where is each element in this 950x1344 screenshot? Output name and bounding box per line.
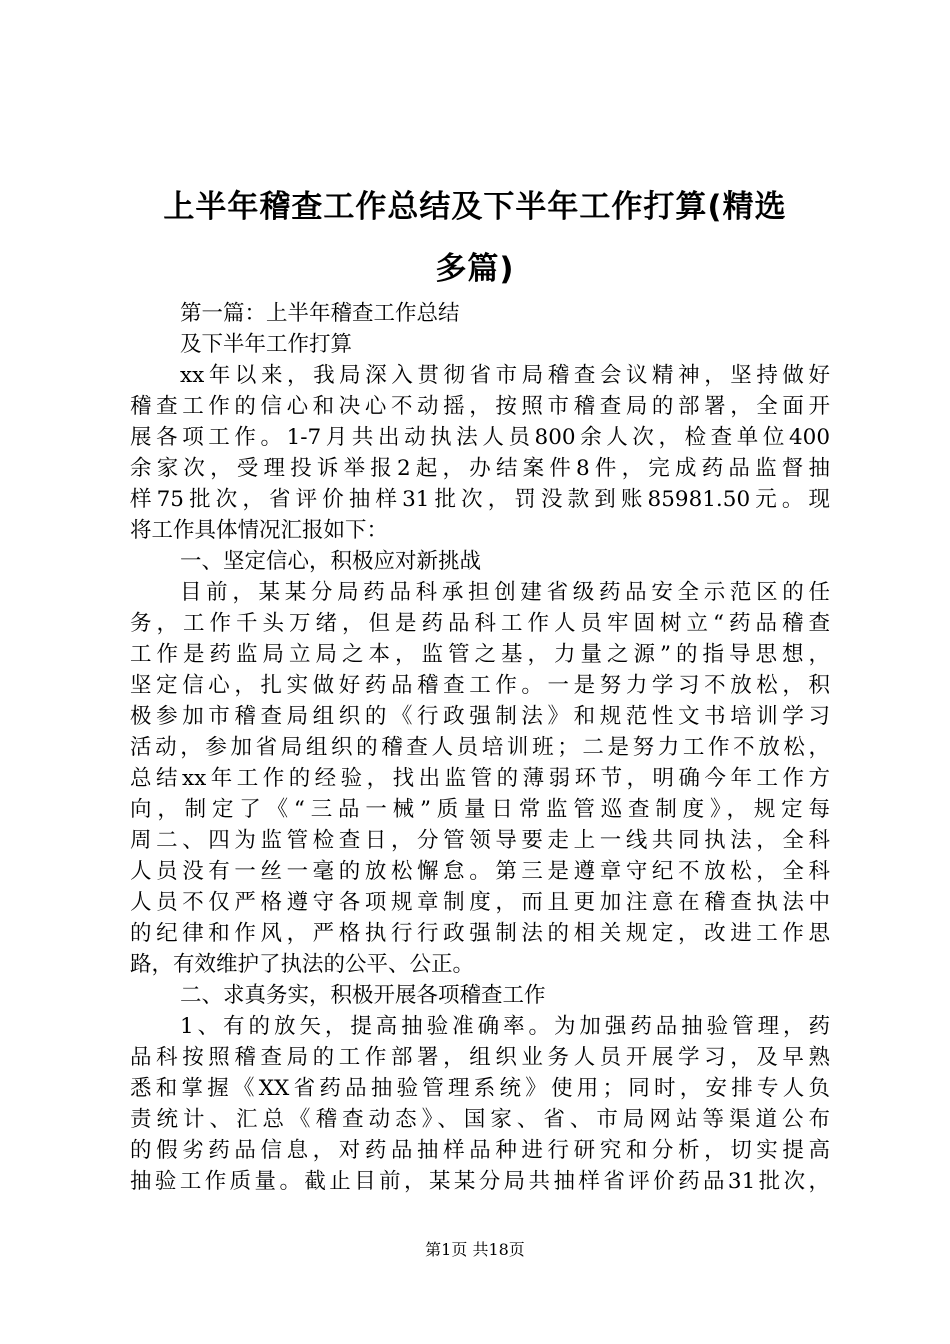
title-line: 多篇) — [435, 251, 515, 287]
text-line: 稽查工作的信心和决心不动摇，按照市稽查局的部署，全面开 — [130, 394, 830, 419]
text-line: 周二、四为监管检查日，分管领导要走上一线共同执法，全科 — [130, 828, 830, 853]
text-line: 抽验工作质量。截止目前，某某分局共抽样省评价药品31批次， — [130, 1169, 830, 1194]
text-line: 责统计、汇总《稽查动态》、国家、省、市局网站等渠道公布 — [130, 1107, 830, 1132]
text-line: 务，工作千头万绪，但是药品科工作人员牢固树立“药品稽查 — [130, 611, 830, 636]
text-line: 余家次，受理投诉举报2起，办结案件8件，完成药品监督抽 — [130, 456, 830, 481]
text-line: 总结xx年工作的经验，找出监管的薄弱环节，明确今年工作方 — [130, 766, 830, 791]
page-footer: 第1页 共18页 — [425, 1240, 525, 1259]
document-title — [130, 176, 820, 300]
text-line: 工作是药监局立局之本，监管之基，力量之源”的指导思想， — [130, 642, 830, 667]
text-line: 活动，参加省局组织的稽查人员培训班；二是努力工作不放松， — [130, 735, 830, 760]
text-line: 样75批次，省评价抽样31批次，罚没款到账85981.50元。现 — [130, 487, 830, 512]
text-line: 向，制定了《“三品一械”质量日常监管巡查制度》，规定每 — [130, 797, 830, 822]
text-line: 人员没有一丝一毫的放松懈怠。第三是遵章守纪不放松，全科 — [130, 859, 830, 884]
text-line: 人员不仅严格遵守各项规章制度，而且更加注意在稽查执法中 — [130, 890, 830, 915]
text-line: 第一篇：上半年稽查工作总结 — [180, 301, 460, 326]
text-line: 极参加市稽查局组织的《行政强制法》和规范性文书培训学习 — [130, 704, 830, 729]
text-line: 的假劣药品信息，对药品抽样品种进行研究和分析，切实提高 — [130, 1138, 830, 1163]
text-line: 品科按照稽查局的工作部署，组织业务人员开展学习，及早熟 — [130, 1045, 830, 1070]
text-line: 1、有的放矢，提高抽验准确率。为加强药品抽验管理，药 — [180, 1014, 830, 1039]
text-line: 坚定信心，扎实做好药品稽查工作。一是努力学习不放松，积 — [130, 673, 830, 698]
text-line: 目前，某某分局药品科承担创建省级药品安全示范区的任 — [180, 580, 830, 605]
text-line: 悉和掌握《XX省药品抽验管理系统》使用；同时，安排专人负 — [130, 1076, 830, 1101]
text-line: 二、求真务实，积极开展各项稽查工作 — [180, 983, 546, 1008]
text-line: xx年以来，我局深入贯彻省市局稽查会议精神，坚持做好 — [180, 363, 830, 388]
text-line: 一、坚定信心，积极应对新挑战 — [180, 549, 482, 574]
text-line: 路，有效维护了执法的公平、公正。 — [130, 952, 475, 977]
text-line: 的纪律和作风，严格执行行政强制法的相关规定，改进工作思 — [130, 921, 830, 946]
document-body — [130, 298, 830, 1197]
text-line: 将工作具体情况汇报如下： — [130, 518, 389, 543]
text-line: 展各项工作。1-7月共出动执法人员800余人次，检查单位400 — [130, 425, 830, 450]
text-line: 及下半年工作打算 — [180, 332, 353, 357]
title-line: 上半年稽查工作总结及下半年工作打算(精选 — [163, 189, 787, 225]
